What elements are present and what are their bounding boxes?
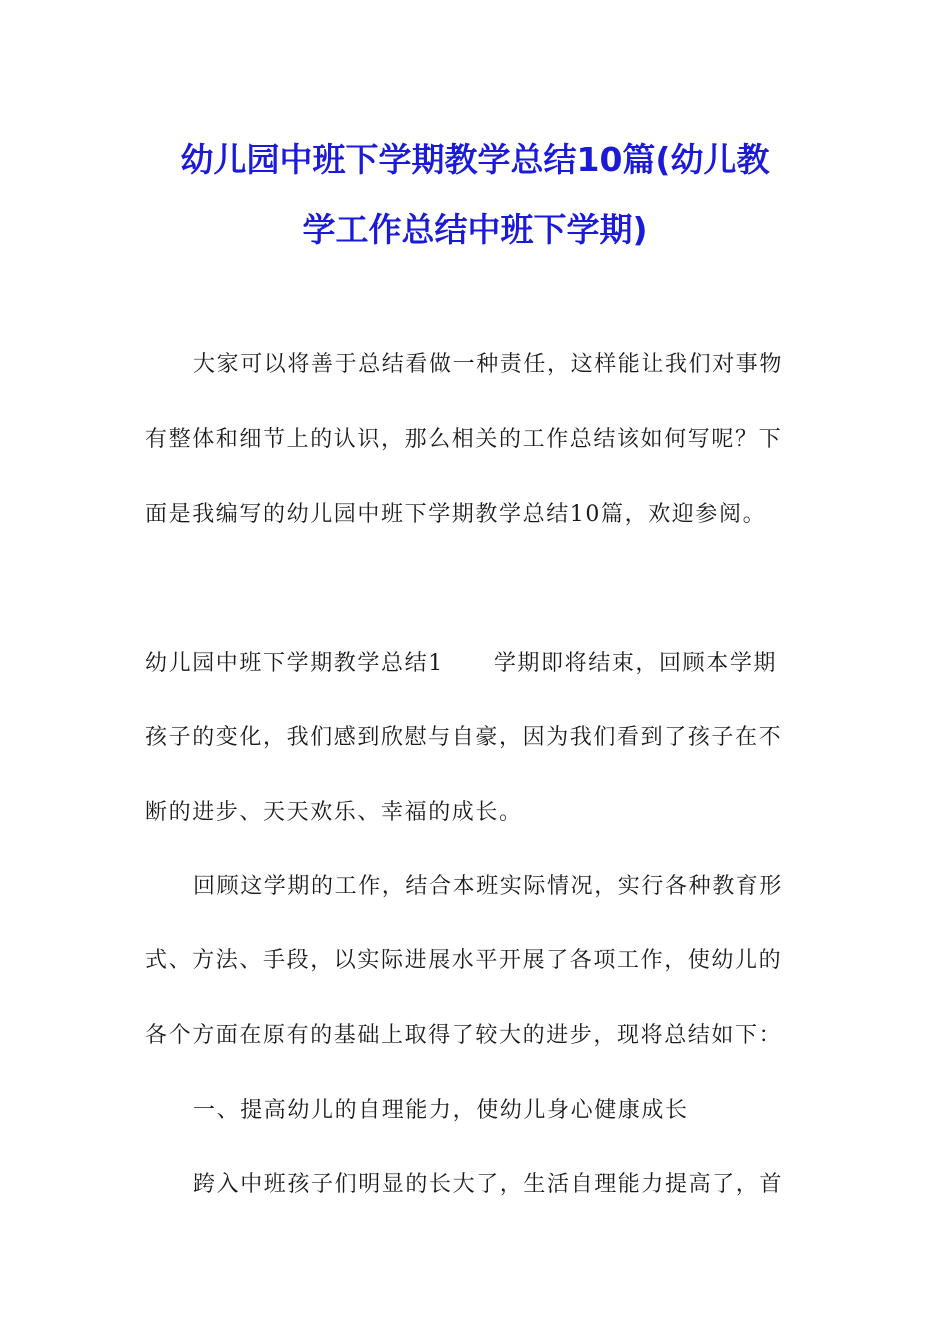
intro-line-2: 有整体和细节上的认识，那么相关的工作总结该如何写呢？下: [145, 427, 783, 452]
paragraph-2-line-2: 式、方法、手段，以实际进展水平开展了各项工作，使幼儿的: [145, 948, 783, 973]
section-1-line-3: 断的进步、天天欢乐、幸福的成长。: [145, 800, 523, 825]
intro-line-1: 大家可以将善于总结看做一种责任，这样能让我们对事物: [193, 352, 784, 377]
section-1-line-2: 孩子的变化，我们感到欣慰与自豪，因为我们看到了孩子在不: [145, 725, 783, 750]
subheading-1: 一、提高幼儿的自理能力，使幼儿身心健康成长: [193, 1098, 689, 1123]
paragraph-2-line-3: 各个方面在原有的基础上取得了较大的进步，现将总结如下：: [145, 1023, 783, 1048]
section-1-heading: 幼儿园中班下学期教学总结1: [145, 651, 444, 676]
intro-line-3: 面是我编写的幼儿园中班下学期教学总结10篇，欢迎参阅。: [145, 502, 767, 527]
section-1-line-1-text: 学期即将结束，回顾本学期: [493, 651, 778, 676]
paragraph-3-line-1: 跨入中班孩子们明显的长大了，生活自理能力提高了，首: [193, 1172, 784, 1197]
document-title-line-1: 幼儿园中班下学期教学总结10篇(幼儿教: [180, 140, 770, 179]
section-1-first-line: [145, 646, 777, 677]
paragraph-2-line-1: 回顾这学期的工作，结合本班实际情况，实行各种教育形: [193, 874, 784, 899]
document-title-line-2: 学工作总结中班下学期): [302, 210, 648, 249]
